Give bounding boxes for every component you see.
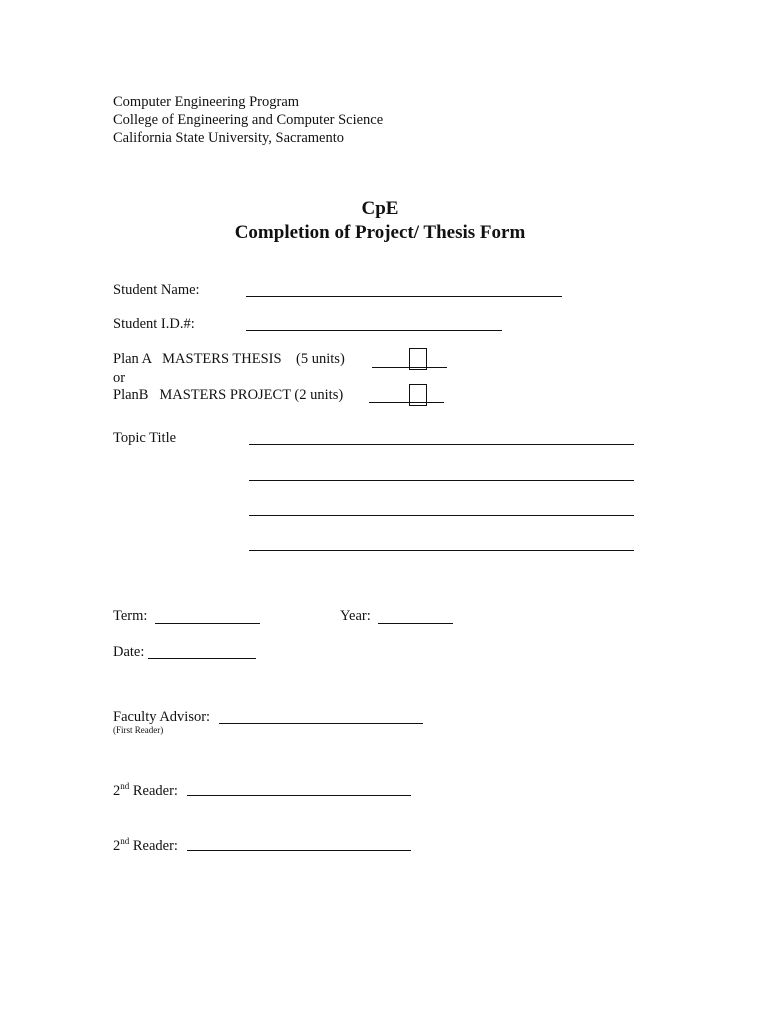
- date-label: Date:: [113, 644, 145, 660]
- second-reader-field[interactable]: [187, 795, 411, 796]
- third-reader-label: 2nd Reader:: [113, 836, 178, 854]
- year-label: Year:: [340, 608, 371, 624]
- student-name-field[interactable]: [246, 296, 562, 297]
- third-reader-field[interactable]: [187, 850, 411, 851]
- plan-b-checkbox[interactable]: [409, 384, 427, 406]
- student-id-field[interactable]: [246, 330, 502, 331]
- student-name-label: Student Name:: [113, 282, 200, 298]
- form-title-cpe: CpE: [361, 198, 399, 219]
- plan-a-label: Plan A MASTERS THESIS (5 units): [113, 351, 345, 367]
- topic-title-line-2[interactable]: [249, 480, 634, 481]
- first-reader-note: (First Reader): [113, 725, 164, 735]
- topic-title-line-4[interactable]: [249, 550, 634, 551]
- plan-b-line: [369, 402, 444, 403]
- second-reader-label: 2nd Reader:: [113, 781, 178, 799]
- faculty-advisor-field[interactable]: [219, 723, 423, 724]
- date-field[interactable]: [148, 658, 256, 659]
- topic-title-line-3[interactable]: [249, 515, 634, 516]
- topic-title-label: Topic Title: [113, 430, 177, 446]
- student-id-label: Student I.D.#:: [113, 316, 195, 332]
- topic-title-line-1[interactable]: [249, 444, 634, 445]
- plan-a-checkbox[interactable]: [409, 348, 427, 370]
- term-field[interactable]: [155, 623, 260, 624]
- or-label: or: [113, 370, 126, 386]
- college-name: College of Engineering and Computer Science: [113, 112, 384, 128]
- university-name: California State University, Sacramento: [113, 130, 344, 146]
- faculty-advisor-label: Faculty Advisor:: [113, 709, 211, 725]
- year-field[interactable]: [378, 623, 453, 624]
- term-label: Term:: [113, 608, 148, 624]
- form-title: Completion of Project/ Thesis Form: [234, 222, 526, 243]
- program-name: Computer Engineering Program: [113, 94, 300, 110]
- plan-b-label: PlanB MASTERS PROJECT (2 units): [113, 387, 344, 403]
